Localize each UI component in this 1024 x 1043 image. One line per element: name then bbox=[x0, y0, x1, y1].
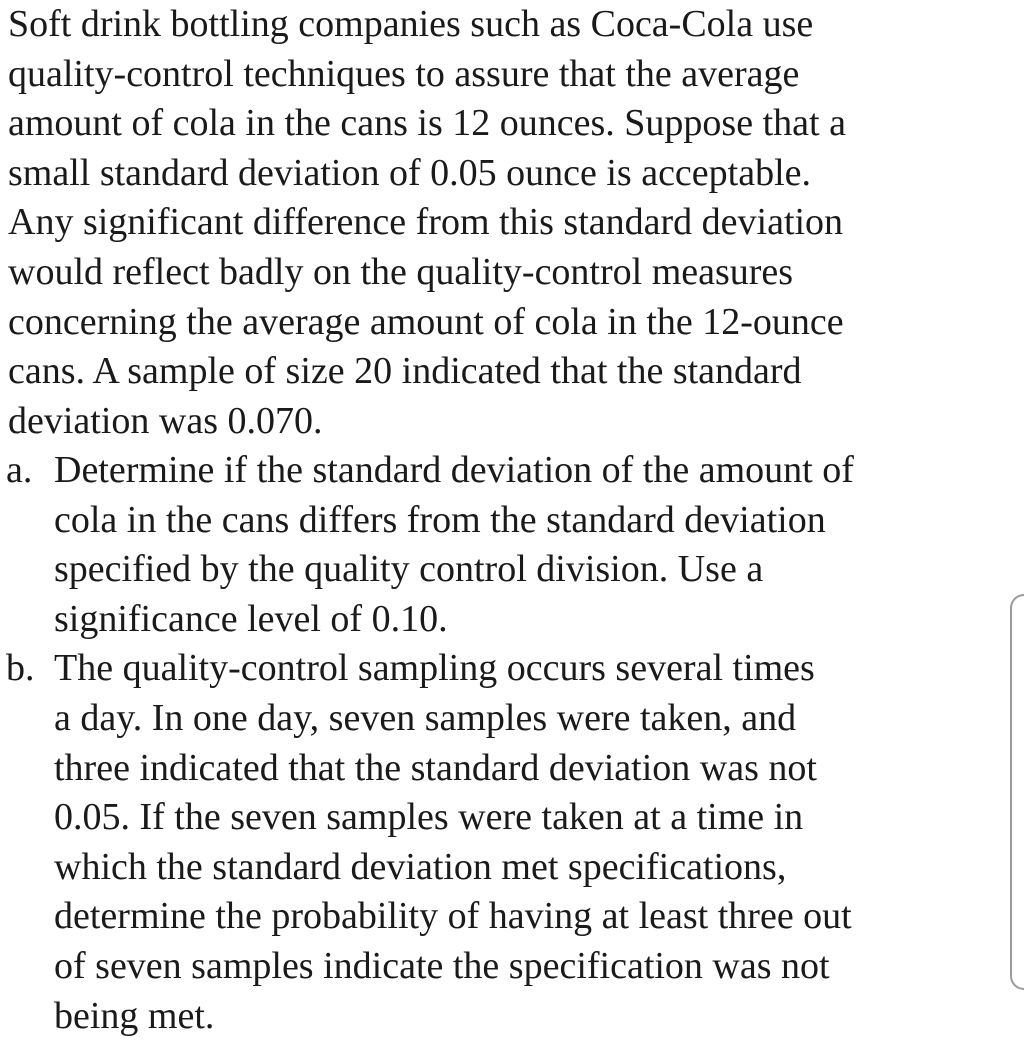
part-b-line: being met. bbox=[54, 994, 215, 1037]
part-a-line: cola in the cans differs from the standard deviation bbox=[54, 498, 826, 541]
part-b-letter: b. bbox=[6, 647, 35, 690]
intro-line: cans. A sample of size 20 indicated that the standard bbox=[8, 350, 802, 393]
intro-line: Any significant difference from this standard deviation bbox=[8, 201, 844, 244]
intro-line: quality-control techniques to assure that the average bbox=[8, 52, 800, 95]
side-panel-handle[interactable] bbox=[1010, 594, 1024, 990]
intro-line: small standard deviation of 0.05 ounce is acceptable. bbox=[8, 151, 812, 194]
intro-line: Soft drink bottling companies such as Coca-Cola use bbox=[8, 3, 814, 45]
intro-line: concerning the average amount of cola in the 12-ounce bbox=[8, 300, 844, 343]
intro-line: would reflect badly on the quality-control measures bbox=[8, 250, 794, 293]
part-a-letter: a. bbox=[6, 449, 33, 491]
part-b bbox=[6, 644, 1006, 1041]
problem-statement bbox=[8, 0, 938, 446]
part-b-line: of seven samples indicate the specification was not bbox=[54, 944, 830, 987]
part-b-line: three indicated that the standard deviation was not bbox=[54, 746, 817, 789]
part-a-line: significance level of 0.10. bbox=[54, 597, 448, 640]
intro-line: amount of cola in the cans is 12 ounces. Suppose that a bbox=[8, 102, 846, 145]
part-b-line: which the standard deviation met specifications, bbox=[54, 845, 787, 888]
part-a-line: Determine if the standard deviation of the amount of bbox=[54, 449, 854, 491]
intro-line: deviation was 0.070. bbox=[8, 399, 323, 442]
part-a-line: specified by the quality control division. Use a bbox=[54, 548, 764, 591]
part-b-line: 0.05. If the seven samples were taken at a time in bbox=[54, 796, 804, 839]
part-a bbox=[6, 446, 1006, 644]
part-b-line: determine the probability of having at least three out bbox=[54, 895, 852, 938]
question-parts bbox=[6, 446, 1006, 1041]
part-b-line: a day. In one day, seven samples were taken, and bbox=[54, 696, 797, 739]
part-b-line: The quality-control sampling occurs several times bbox=[54, 647, 815, 690]
